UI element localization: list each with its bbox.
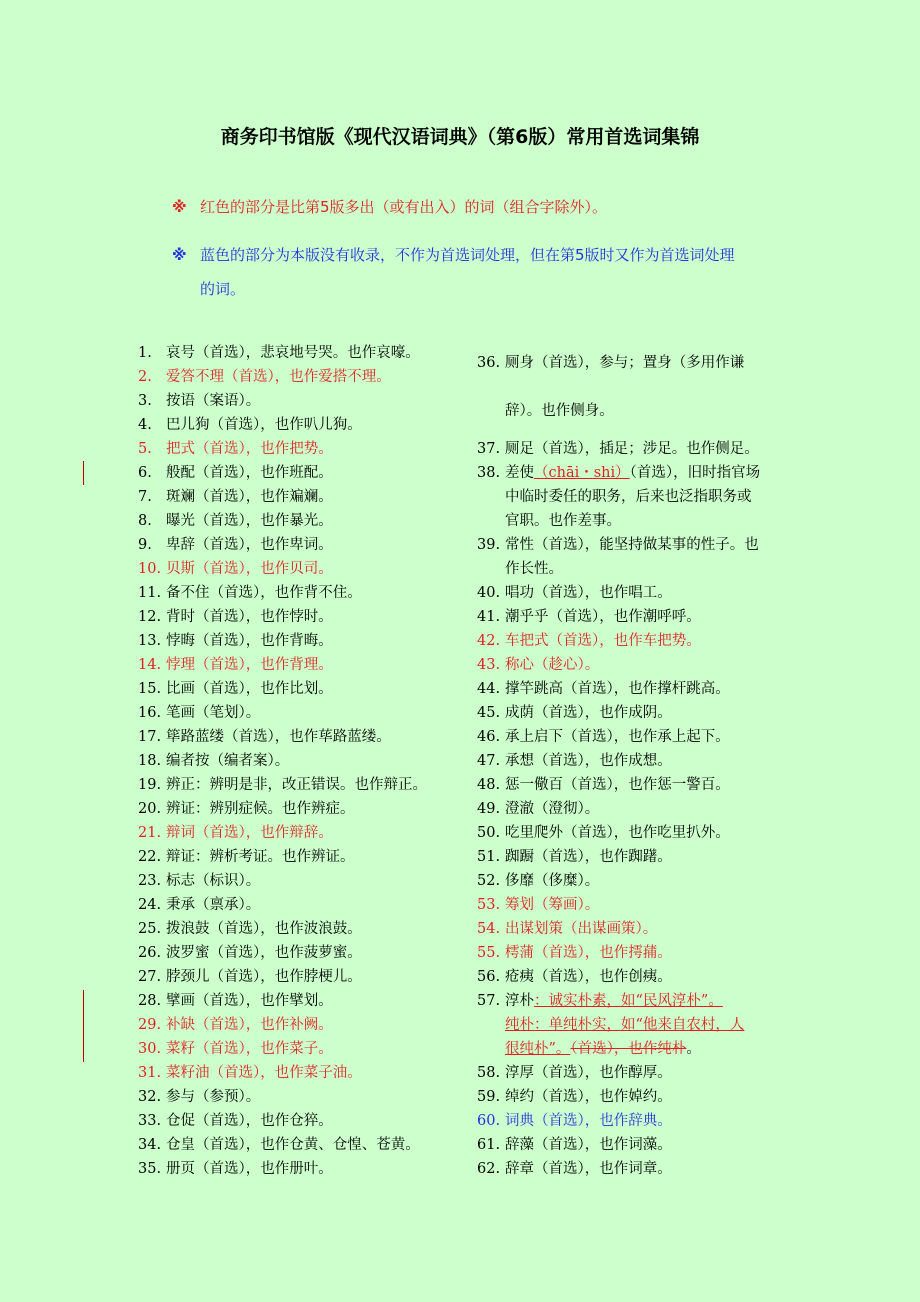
entry-definition: （首选），旧时指官场 [629, 465, 761, 481]
inserted-text: 纯朴：单纯朴实，如“他来自农村，人 [505, 1017, 745, 1033]
deleted-text: （首选），也作纯朴 [570, 1041, 687, 1057]
revision-bar [83, 461, 84, 485]
entry-headword: 差使 [505, 465, 534, 481]
pinyin-annotation: （chāi・shi） [534, 465, 630, 481]
red-note-text: 红色的部分是比第5版多出（或有出入）的词（组合字除外）。 [200, 198, 608, 216]
blue-note [172, 238, 792, 306]
inserted-text: 很纯朴”。 [505, 1041, 571, 1057]
blue-note-text: 蓝色的部分为本版没有收录，不作为首选词处理，但在第5版时又作为首选词处理 [200, 246, 735, 264]
reference-mark-icon: ※ [172, 198, 187, 216]
entry-headword: 淳朴 [505, 993, 534, 1009]
revision-bar [83, 990, 84, 1062]
blue-note-text-cont: 的词。 [200, 280, 246, 298]
red-note [172, 190, 792, 224]
reference-mark-icon: ※ [172, 246, 187, 264]
page-title: 商务印书馆版《现代汉语词典》（第6版）常用首选词集锦 [220, 126, 700, 148]
inserted-text: ：诚实朴素，如“民风淳朴”。 [534, 993, 723, 1009]
